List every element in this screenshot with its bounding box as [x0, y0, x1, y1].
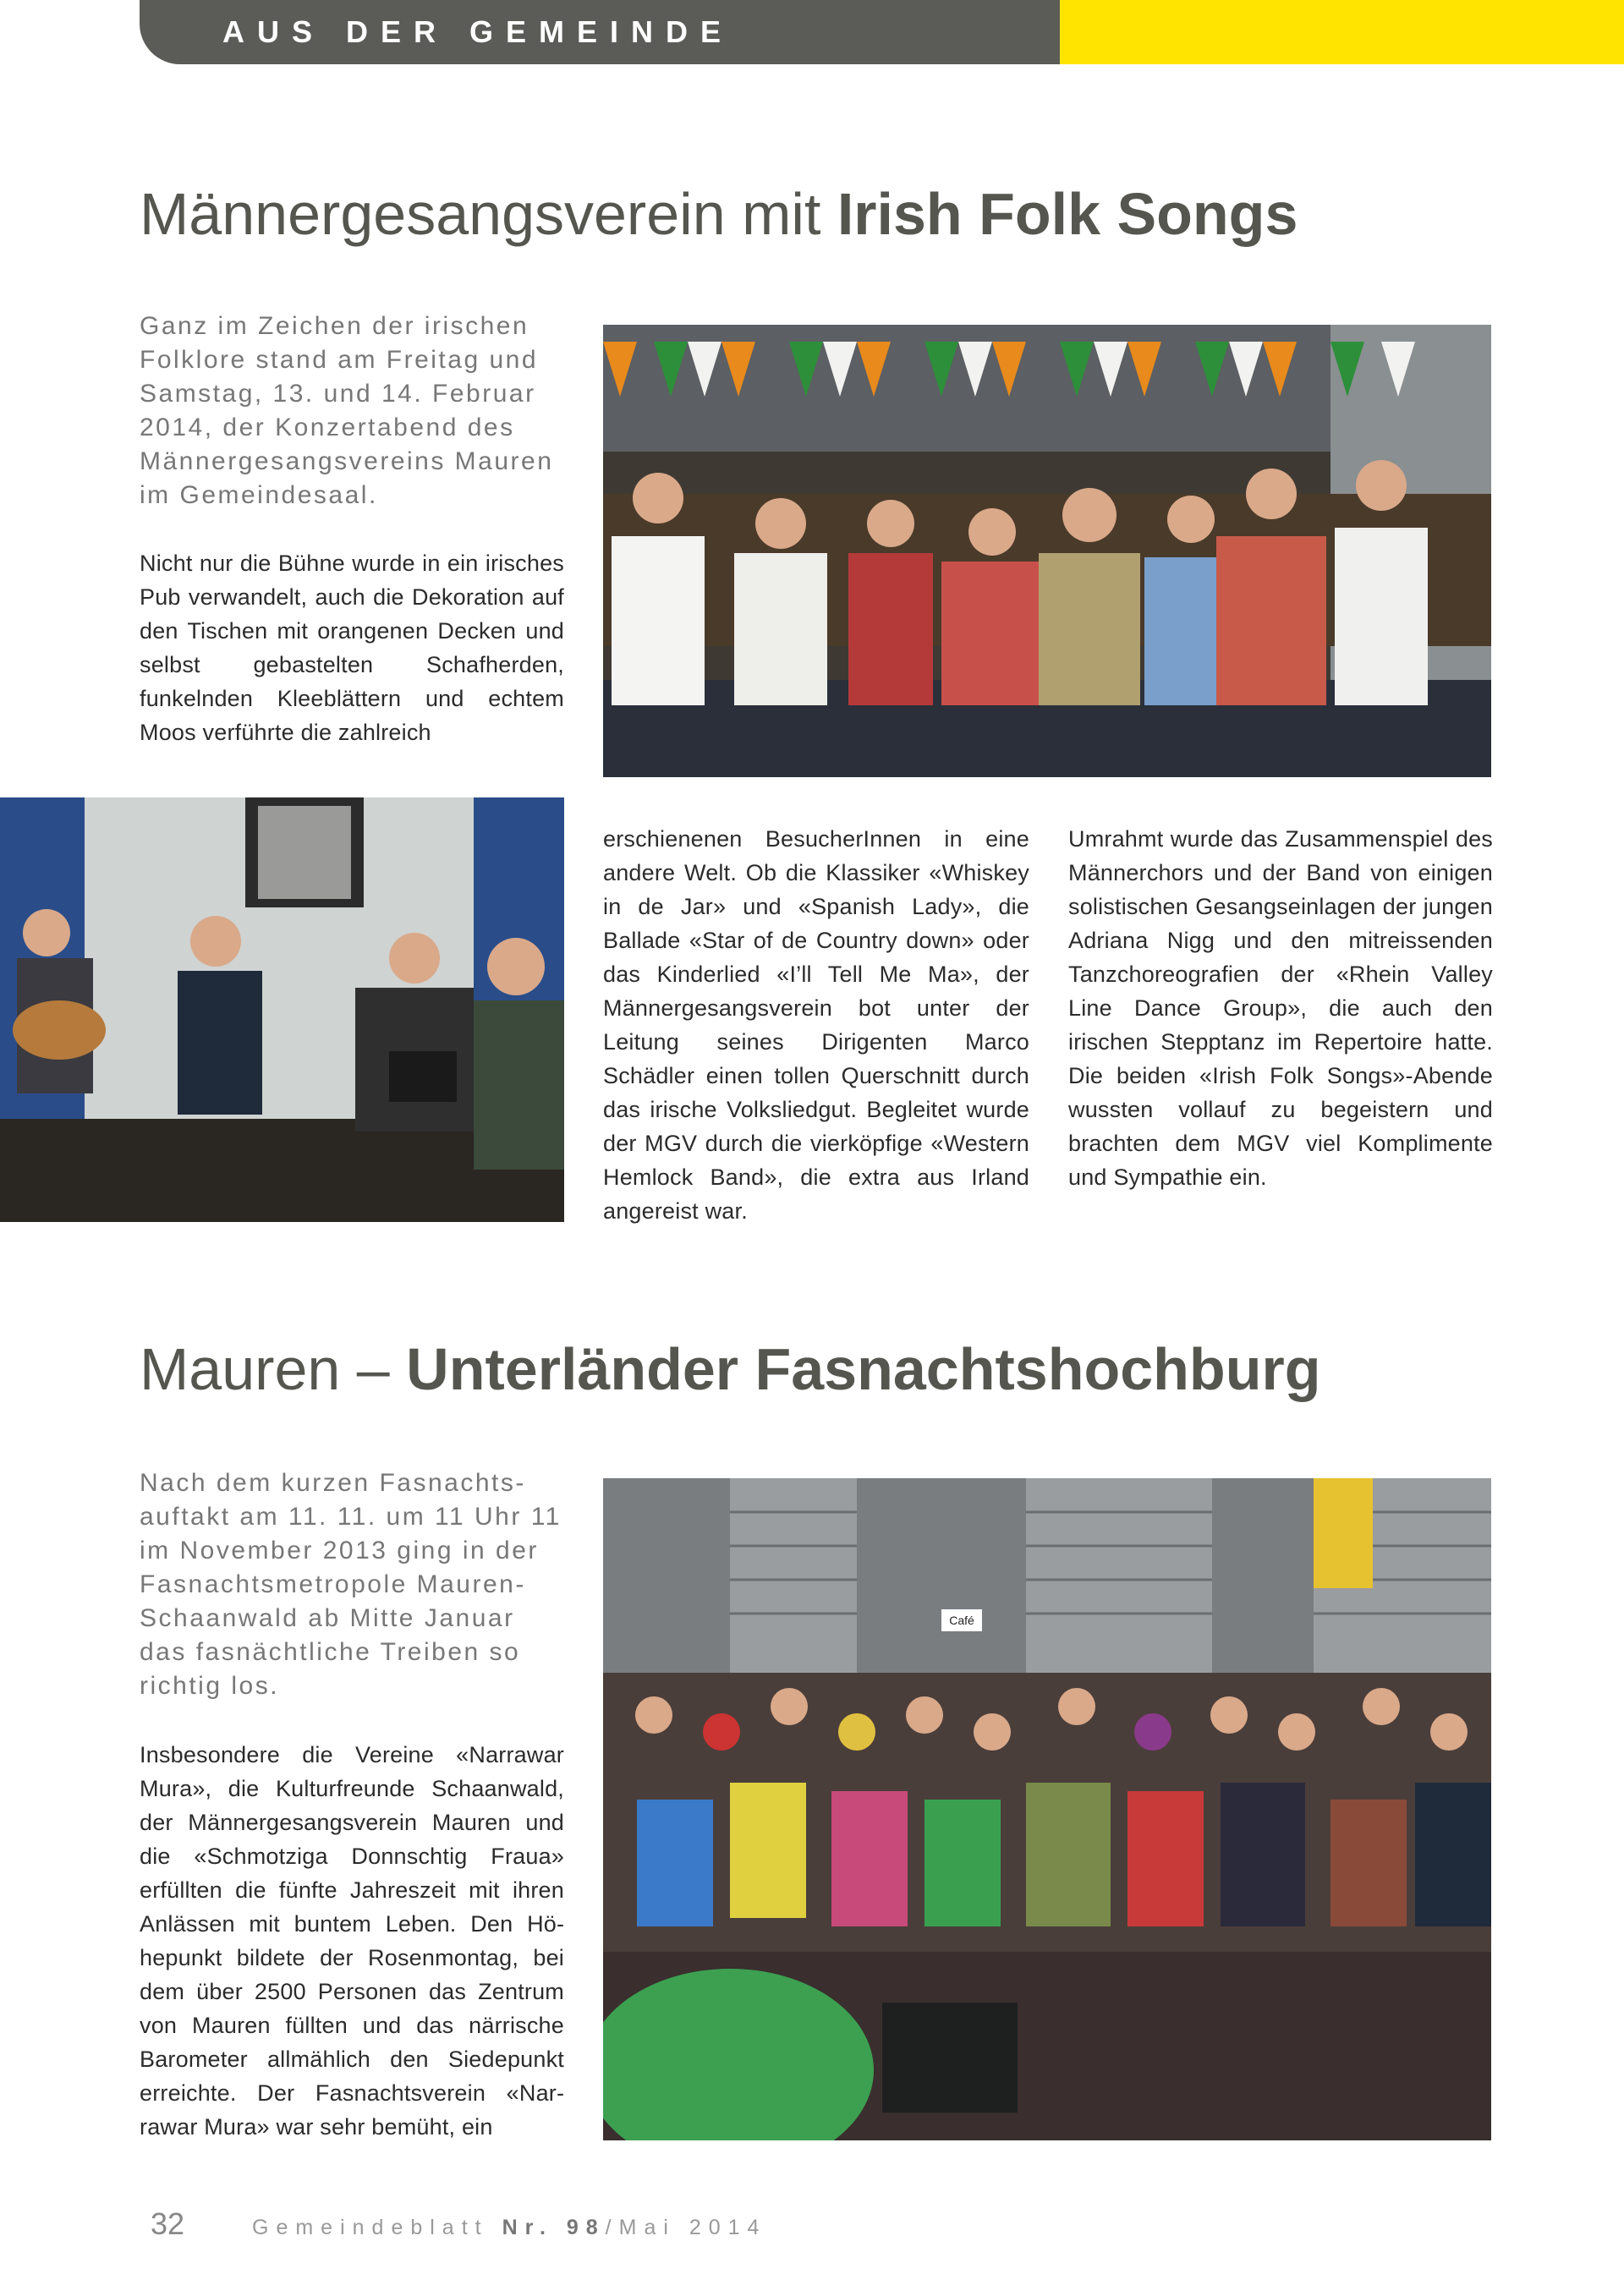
issue-date: /Mai 2014 [605, 2216, 767, 2239]
article-1-body-left: Nicht nur die Bühne wurde in ein irisches Pub verwandelt, auch die Dekoration auf den Tischen mit orangenen Decken und selbst gebastelten Schafherden, funkelnden Kleeblättern und echtem Moos verführte die zahlreich [140, 551, 564, 745]
article-1-body-middle: erschienenen BesucherInnen in eine andere Welt. Ob die Klassiker «Whiskey in de Jar» und «Spanish Lady», die Ballade «Star of de Country down» oder das Kinderlied «I’ll Tell Me Ma», der Männergesangsverein bot unter der Leitung seines Dirigenten Marco Schädler einen tollen Querschnitt durch das irische Volksliedgut. Begleitet wurde der MGV durch die vierköpfige «Western Hemlock Band», die extra aus Irland angereist war. [603, 826, 1029, 1224]
cafe-sign: Café [949, 1614, 974, 1627]
article-2-title-bold: Unterländer Fasnachtshochburg [406, 1336, 1321, 1402]
article-2-body-left: Insbesondere die Vereine «Narrawar Mura», die Kulturfreunde Schaanwald, der Männergesangsverein Mauren und die «Schmotziga Donnschtig Fraua» erfüllten die fünfte Jahreszeit mit ihren Anlässen mit buntem Leben. Den Höhepunkt bildete der Rosenmontag, bei dem über 2500 Personen das Zentrum von Mauren füllten und das närrische Barometer allmählich den Siedepunkt erreichte. Der Fasnachtsverein «Narrawar Mura» war sehr bemüht, ein [140, 1742, 564, 2140]
article-1-body-right: Umrahmt wurde das Zusammenspiel des Männerchors und der Band von einigen solistischen Gesangseinlagen der jungen Adriana Nigg und den mitreissenden Tanzchoreografien der «Rhein Valley Line Dance Group», die auch den irischen Stepptanz im Repertoire hatte. Die beiden «Irish Folk Songs»-Abende wussten vollauf zu begeistern und brachten dem MGV viel Komplimente und Sympathie ein. [1068, 826, 1493, 1190]
article-1-title-bold: Irish Folk Songs [837, 181, 1298, 247]
page-number: 32 [151, 2206, 185, 2241]
article-2-title-light: Mauren – [140, 1336, 407, 1402]
section-label: AUS DER GEMEINDE [222, 14, 734, 49]
article-2-lead: Nach dem kurzen Fasnachtsauftakt am 11. 11. um 11 Uhr 11 im November 2013 ging in der Fasnachtsmetropole Mauren-Schaanwald ab Mitte Januar das fasnächtliche Treiben so richtig los. [140, 1469, 562, 1700]
publication-name: Gemeindeblatt [252, 2216, 489, 2239]
issue-number: Nr. 98 [502, 2216, 606, 2239]
article-1-title [140, 181, 1298, 247]
header-accent-bar [1060, 0, 1624, 64]
publication-footer [252, 2217, 766, 2238]
carnival-crowd-photo [603, 1478, 1491, 2140]
article-2-title [140, 1336, 1321, 1402]
choir-stage-photo [603, 325, 1491, 777]
article-1-title-light: Männergesangsverein mit [140, 181, 837, 247]
article-1-lead: Ganz im Zeichen der irischen Folklore stand am Freitag und Samstag, 13. und 14. Februar 2014, der Konzertabend des Männergesangsvereins Mauren im Gemeindesaal. [140, 312, 554, 509]
band-playing-photo [0, 797, 564, 1222]
